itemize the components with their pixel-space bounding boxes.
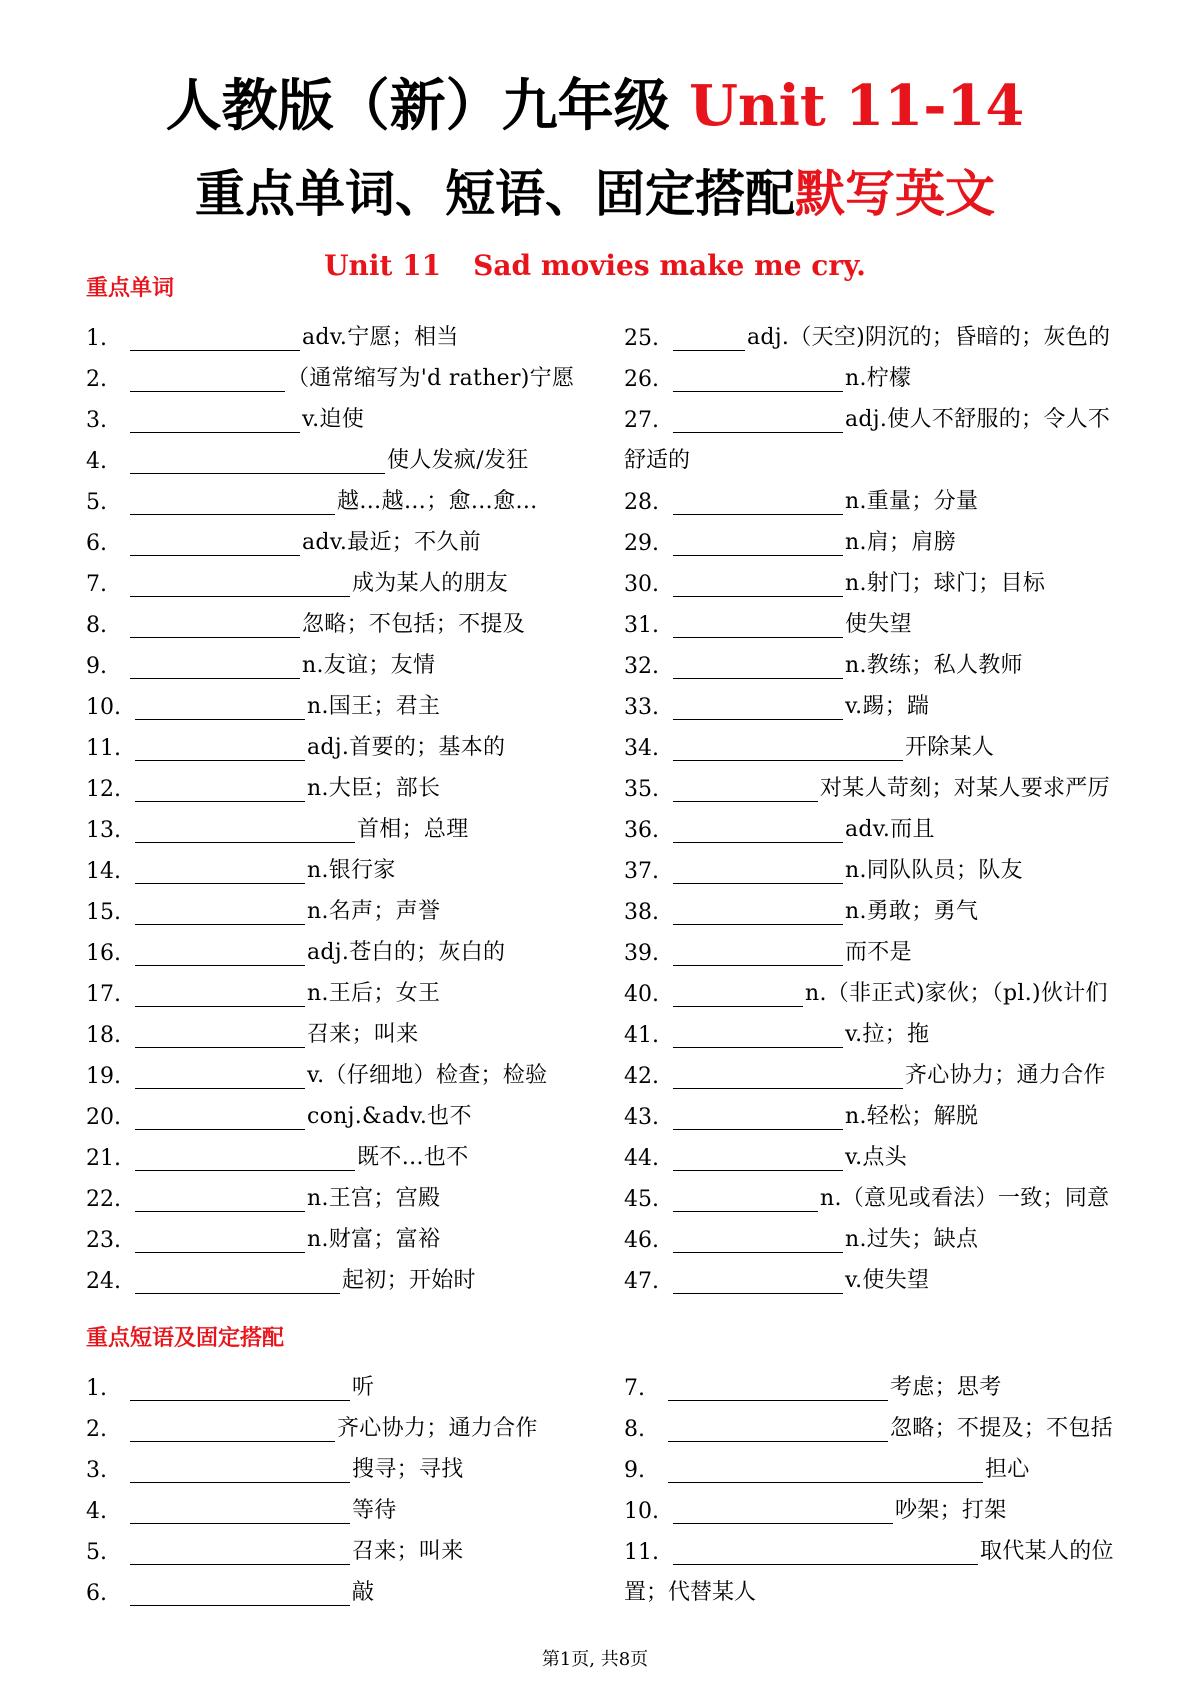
item-definition: v.使失望 — [845, 1268, 930, 1293]
answer-blank[interactable] — [673, 857, 843, 884]
item-number: 42. — [624, 1064, 659, 1089]
list-item — [86, 310, 626, 351]
list-item — [86, 1401, 626, 1442]
item-definition: adv.而且 — [845, 817, 935, 842]
list-item — [86, 638, 626, 679]
item-definition: n.教练；私人教师 — [845, 653, 1023, 678]
answer-blank[interactable] — [673, 1103, 843, 1130]
item-number: 16. — [86, 941, 121, 966]
answer-blank[interactable] — [673, 1538, 978, 1565]
item-definition: n.过失；缺点 — [845, 1227, 979, 1252]
item-definition: adv.最近；不久前 — [302, 530, 482, 555]
list-item — [86, 802, 626, 843]
item-number: 11. — [86, 736, 121, 761]
answer-blank[interactable] — [673, 570, 843, 597]
item-definition: v.（仔细地）检查；检验 — [307, 1063, 548, 1088]
item-definition: 而不是 — [845, 940, 912, 965]
item-number: 47. — [624, 1269, 659, 1294]
answer-blank[interactable] — [135, 734, 305, 761]
item-number: 3. — [86, 408, 107, 433]
item-definition: n.名声；声誉 — [307, 899, 441, 924]
answer-blank[interactable] — [135, 1144, 355, 1171]
answer-blank[interactable] — [673, 406, 843, 433]
unit-heading — [0, 246, 1190, 286]
answer-blank[interactable] — [673, 1185, 818, 1212]
phrases-right-column — [624, 1360, 1124, 1606]
item-number: 30. — [624, 572, 659, 597]
list-item — [86, 556, 626, 597]
item-definition: v.迫使 — [302, 407, 365, 432]
item-number: 21. — [86, 1146, 121, 1171]
item-number: 4. — [86, 1499, 107, 1524]
answer-blank[interactable] — [673, 652, 843, 679]
item-number: 46. — [624, 1228, 659, 1253]
item-number: 7. — [624, 1376, 645, 1401]
answer-blank[interactable] — [673, 939, 843, 966]
item-number: 11. — [624, 1540, 659, 1565]
item-number: 8. — [624, 1417, 645, 1442]
answer-blank[interactable] — [135, 816, 355, 843]
list-item — [86, 1089, 626, 1130]
list-item — [86, 1007, 626, 1048]
list-item — [624, 310, 1124, 351]
answer-blank[interactable] — [130, 529, 300, 556]
item-number: 38. — [624, 900, 659, 925]
item-definition: 担心 — [985, 1457, 1030, 1482]
list-item — [86, 843, 626, 884]
list-item — [624, 884, 1124, 925]
answer-blank[interactable] — [673, 1144, 843, 1171]
item-number: 1. — [86, 1376, 107, 1401]
item-number: 4. — [86, 449, 107, 474]
item-number: 7. — [86, 572, 107, 597]
item-definition: v.点头 — [845, 1145, 908, 1170]
answer-blank[interactable] — [668, 1456, 983, 1483]
main-title — [0, 70, 1190, 142]
item-definition: 越…越…；愈…愈… — [337, 489, 538, 514]
list-item — [624, 474, 1124, 515]
answer-blank[interactable] — [673, 365, 843, 392]
answer-blank[interactable] — [135, 1185, 305, 1212]
answer-blank[interactable] — [130, 1579, 350, 1606]
list-item — [624, 597, 1124, 638]
item-definition: n.王宫；宫殿 — [307, 1186, 441, 1211]
answer-blank[interactable] — [673, 611, 843, 638]
list-item — [86, 679, 626, 720]
list-item — [624, 1212, 1124, 1253]
answer-blank[interactable] — [135, 898, 305, 925]
list-item — [624, 1253, 1124, 1294]
answer-blank[interactable] — [673, 529, 843, 556]
item-definition: n.重量；分量 — [845, 489, 979, 514]
answer-blank[interactable] — [135, 1062, 305, 1089]
list-item — [86, 1130, 626, 1171]
item-definition: 敲 — [352, 1580, 375, 1605]
list-item — [86, 1048, 626, 1089]
item-number: 3. — [86, 1458, 107, 1483]
answer-blank[interactable] — [135, 1226, 305, 1253]
answer-blank[interactable] — [673, 980, 803, 1007]
item-definition: n.银行家 — [307, 858, 396, 883]
item-definition: adj.（天空)阴沉的；昏暗的；灰色的 — [747, 325, 1111, 350]
item-definition: 成为某人的朋友 — [352, 571, 509, 596]
item-number: 40. — [624, 982, 659, 1007]
list-item — [624, 1130, 1124, 1171]
page-number: 第1页, 共8页 — [541, 1649, 649, 1670]
item-number: 26. — [624, 367, 659, 392]
item-definition: adv.宁愿；相当 — [302, 325, 459, 350]
answer-blank[interactable] — [673, 1497, 893, 1524]
item-definition: 吵架；打架 — [895, 1498, 1007, 1523]
item-definition-continued: 置；代替某人 — [624, 1580, 757, 1605]
answer-blank[interactable] — [130, 324, 300, 351]
item-definition: 搜寻；寻找 — [352, 1457, 464, 1482]
list-item — [624, 843, 1124, 884]
item-number: 12. — [86, 777, 121, 802]
item-definition: 忽略；不提及；不包括 — [890, 1416, 1114, 1441]
item-definition: 听 — [352, 1375, 375, 1400]
answer-blank[interactable] — [135, 1103, 305, 1130]
main-title-red: Unit 11-14 — [689, 73, 1025, 139]
answer-blank[interactable] — [130, 447, 385, 474]
item-number: 24. — [86, 1269, 121, 1294]
item-definition: n.肩；肩膀 — [845, 530, 956, 555]
item-number: 2. — [86, 367, 107, 392]
item-number: 28. — [624, 490, 659, 515]
answer-blank[interactable] — [135, 980, 305, 1007]
item-number: 45. — [624, 1187, 659, 1212]
item-definition: n.财富；富裕 — [307, 1227, 441, 1252]
item-number: 34. — [624, 736, 659, 761]
answer-blank[interactable] — [668, 1415, 888, 1442]
item-definition: 忽略；不包括；不提及 — [302, 612, 526, 637]
item-definition: adj.使人不舒服的；令人不 — [845, 407, 1111, 432]
item-number: 33. — [624, 695, 659, 720]
list-item — [624, 720, 1124, 761]
item-definition-continued: 舒适的 — [624, 448, 691, 473]
item-definition: 召来；叫来 — [352, 1539, 464, 1564]
item-number: 39. — [624, 941, 659, 966]
item-definition: 既不…也不 — [357, 1145, 469, 1170]
list-item — [86, 1360, 626, 1401]
list-item — [86, 966, 626, 1007]
item-definition: 使人发疯/发狂 — [387, 448, 529, 473]
list-item — [624, 679, 1124, 720]
item-number: 43. — [624, 1105, 659, 1130]
answer-blank[interactable] — [130, 1497, 350, 1524]
item-definition: n.（非正式)家伙；（pl.)伙计们 — [805, 981, 1108, 1006]
list-item — [86, 1253, 626, 1294]
item-definition: 使失望 — [845, 612, 912, 637]
list-item — [624, 556, 1124, 597]
answer-blank[interactable] — [668, 1374, 888, 1401]
list-item — [86, 761, 626, 802]
list-item — [624, 1089, 1124, 1130]
list-item — [624, 761, 1124, 802]
answer-blank[interactable] — [130, 1456, 350, 1483]
item-definition: 齐心协力；通力合作 — [337, 1416, 538, 1441]
item-definition: n.国王；君主 — [307, 694, 441, 719]
answer-blank[interactable] — [673, 693, 843, 720]
list-item — [86, 1483, 626, 1524]
answer-blank[interactable] — [673, 1226, 843, 1253]
answer-blank[interactable] — [135, 775, 305, 802]
item-number: 36. — [624, 818, 659, 843]
item-number: 2. — [86, 1417, 107, 1442]
item-number: 10. — [86, 695, 121, 720]
answer-blank[interactable] — [673, 898, 843, 925]
sub-title-red: 默写英文 — [795, 164, 995, 223]
item-number: 15. — [86, 900, 121, 925]
item-number: 18. — [86, 1023, 121, 1048]
item-definition: 齐心协力；通力合作 — [905, 1063, 1106, 1088]
unit-label: Unit 11 — [324, 249, 442, 282]
item-number: 37. — [624, 859, 659, 884]
list-item — [624, 638, 1124, 679]
item-number: 13. — [86, 818, 121, 843]
list-item — [86, 1565, 626, 1606]
answer-blank[interactable] — [135, 1021, 305, 1048]
list-item — [624, 351, 1124, 392]
item-definition: conj.&adv.也不 — [307, 1104, 472, 1129]
list-item — [624, 1360, 1124, 1401]
list-item — [624, 1442, 1124, 1483]
answer-blank[interactable] — [673, 488, 843, 515]
item-definition: adj.首要的；基本的 — [307, 735, 506, 760]
item-number: 10. — [624, 1499, 659, 1524]
item-number: 25. — [624, 326, 659, 351]
item-definition: 考虑；思考 — [890, 1375, 1002, 1400]
item-definition: n.射门；球门；目标 — [845, 571, 1046, 596]
item-definition: 召来；叫来 — [307, 1022, 419, 1047]
item-number: 5. — [86, 1540, 107, 1565]
answer-blank[interactable] — [130, 570, 350, 597]
answer-blank[interactable] — [135, 857, 305, 884]
list-item — [86, 720, 626, 761]
item-definition: n.王后；女王 — [307, 981, 441, 1006]
item-number: 5. — [86, 490, 107, 515]
phrases-heading: 重点短语及固定搭配 — [86, 1326, 285, 1351]
item-definition: n.大臣；部长 — [307, 776, 441, 801]
item-definition: n.轻松；解脱 — [845, 1104, 979, 1129]
list-item — [86, 392, 626, 433]
list-item — [624, 1171, 1124, 1212]
item-number: 27. — [624, 408, 659, 433]
list-item — [624, 925, 1124, 966]
item-definition: adj.苍白的；灰白的 — [307, 940, 506, 965]
list-item — [86, 515, 626, 556]
item-definition: （通常缩写为'd rather)宁愿 — [287, 366, 575, 391]
list-item — [86, 351, 626, 392]
item-number: 32. — [624, 654, 659, 679]
list-item — [86, 474, 626, 515]
answer-blank[interactable] — [673, 1267, 843, 1294]
item-number: 8. — [86, 613, 107, 638]
item-number: 6. — [86, 531, 107, 556]
list-item — [86, 925, 626, 966]
answer-blank[interactable] — [135, 939, 305, 966]
item-number: 17. — [86, 982, 121, 1007]
phrases-left-column — [86, 1360, 626, 1606]
item-number: 22. — [86, 1187, 121, 1212]
list-item — [624, 392, 1124, 433]
words-right-column — [624, 310, 1124, 1294]
answer-blank[interactable] — [130, 1538, 350, 1565]
list-item — [624, 1401, 1124, 1442]
list-item — [624, 802, 1124, 843]
list-item — [624, 515, 1124, 556]
main-title-black: 人教版（新）九年级 — [165, 73, 670, 139]
list-item — [624, 966, 1124, 1007]
list-item — [624, 1524, 1124, 1565]
item-number: 19. — [86, 1064, 121, 1089]
item-number: 6. — [86, 1581, 107, 1606]
item-number: 35. — [624, 777, 659, 802]
item-definition: v.踢；踹 — [845, 694, 930, 719]
item-definition: 开除某人 — [905, 735, 995, 760]
answer-blank[interactable] — [130, 406, 300, 433]
item-number: 9. — [624, 1458, 645, 1483]
answer-blank[interactable] — [130, 1415, 335, 1442]
list-item — [86, 1212, 626, 1253]
item-definition: 对某人苛刻；对某人要求严厉 — [820, 776, 1110, 801]
item-number: 41. — [624, 1023, 659, 1048]
item-definition: 等待 — [352, 1498, 397, 1523]
item-number: 23. — [86, 1228, 121, 1253]
list-item — [624, 1007, 1124, 1048]
item-definition: n.柠檬 — [845, 366, 912, 391]
item-definition: n.友谊；友情 — [302, 653, 436, 678]
unit-name: Sad movies make me cry. — [473, 249, 866, 282]
item-number: 20. — [86, 1105, 121, 1130]
answer-blank[interactable] — [673, 816, 843, 843]
list-item — [86, 433, 626, 474]
list-item — [86, 597, 626, 638]
list-item — [624, 1048, 1124, 1089]
item-definition: n.（意见或看法）一致；同意 — [820, 1186, 1110, 1211]
answer-blank[interactable] — [135, 693, 305, 720]
item-definition: v.拉；拖 — [845, 1022, 930, 1047]
answer-blank[interactable] — [130, 1374, 350, 1401]
answer-blank[interactable] — [673, 734, 903, 761]
sub-title-black: 重点单词、短语、固定搭配 — [195, 164, 795, 223]
answer-blank[interactable] — [673, 1021, 843, 1048]
sub-title — [0, 160, 1190, 228]
answer-blank[interactable] — [135, 1267, 340, 1294]
words-heading: 重点单词 — [86, 276, 175, 301]
list-item — [86, 884, 626, 925]
item-number: 9. — [86, 654, 107, 679]
item-definition: 首相；总理 — [357, 817, 469, 842]
item-number: 31. — [624, 613, 659, 638]
answer-blank[interactable] — [130, 365, 285, 392]
answer-blank[interactable] — [673, 1062, 903, 1089]
answer-blank[interactable] — [673, 775, 818, 802]
answer-blank[interactable] — [673, 324, 745, 351]
words-left-column — [86, 310, 626, 1294]
item-number: 1. — [86, 326, 107, 351]
list-item — [86, 1442, 626, 1483]
item-number: 44. — [624, 1146, 659, 1171]
item-definition: 取代某人的位 — [980, 1539, 1114, 1564]
list-item — [624, 1483, 1124, 1524]
answer-blank[interactable] — [130, 652, 300, 679]
answer-blank[interactable] — [130, 488, 335, 515]
answer-blank[interactable] — [130, 611, 300, 638]
list-item — [86, 1524, 626, 1565]
item-definition: 起初；开始时 — [342, 1268, 476, 1293]
item-definition: n.勇敢；勇气 — [845, 899, 979, 924]
item-number: 14. — [86, 859, 121, 884]
list-item — [86, 1171, 626, 1212]
item-definition: n.同队队员；队友 — [845, 858, 1023, 883]
item-number: 29. — [624, 531, 659, 556]
